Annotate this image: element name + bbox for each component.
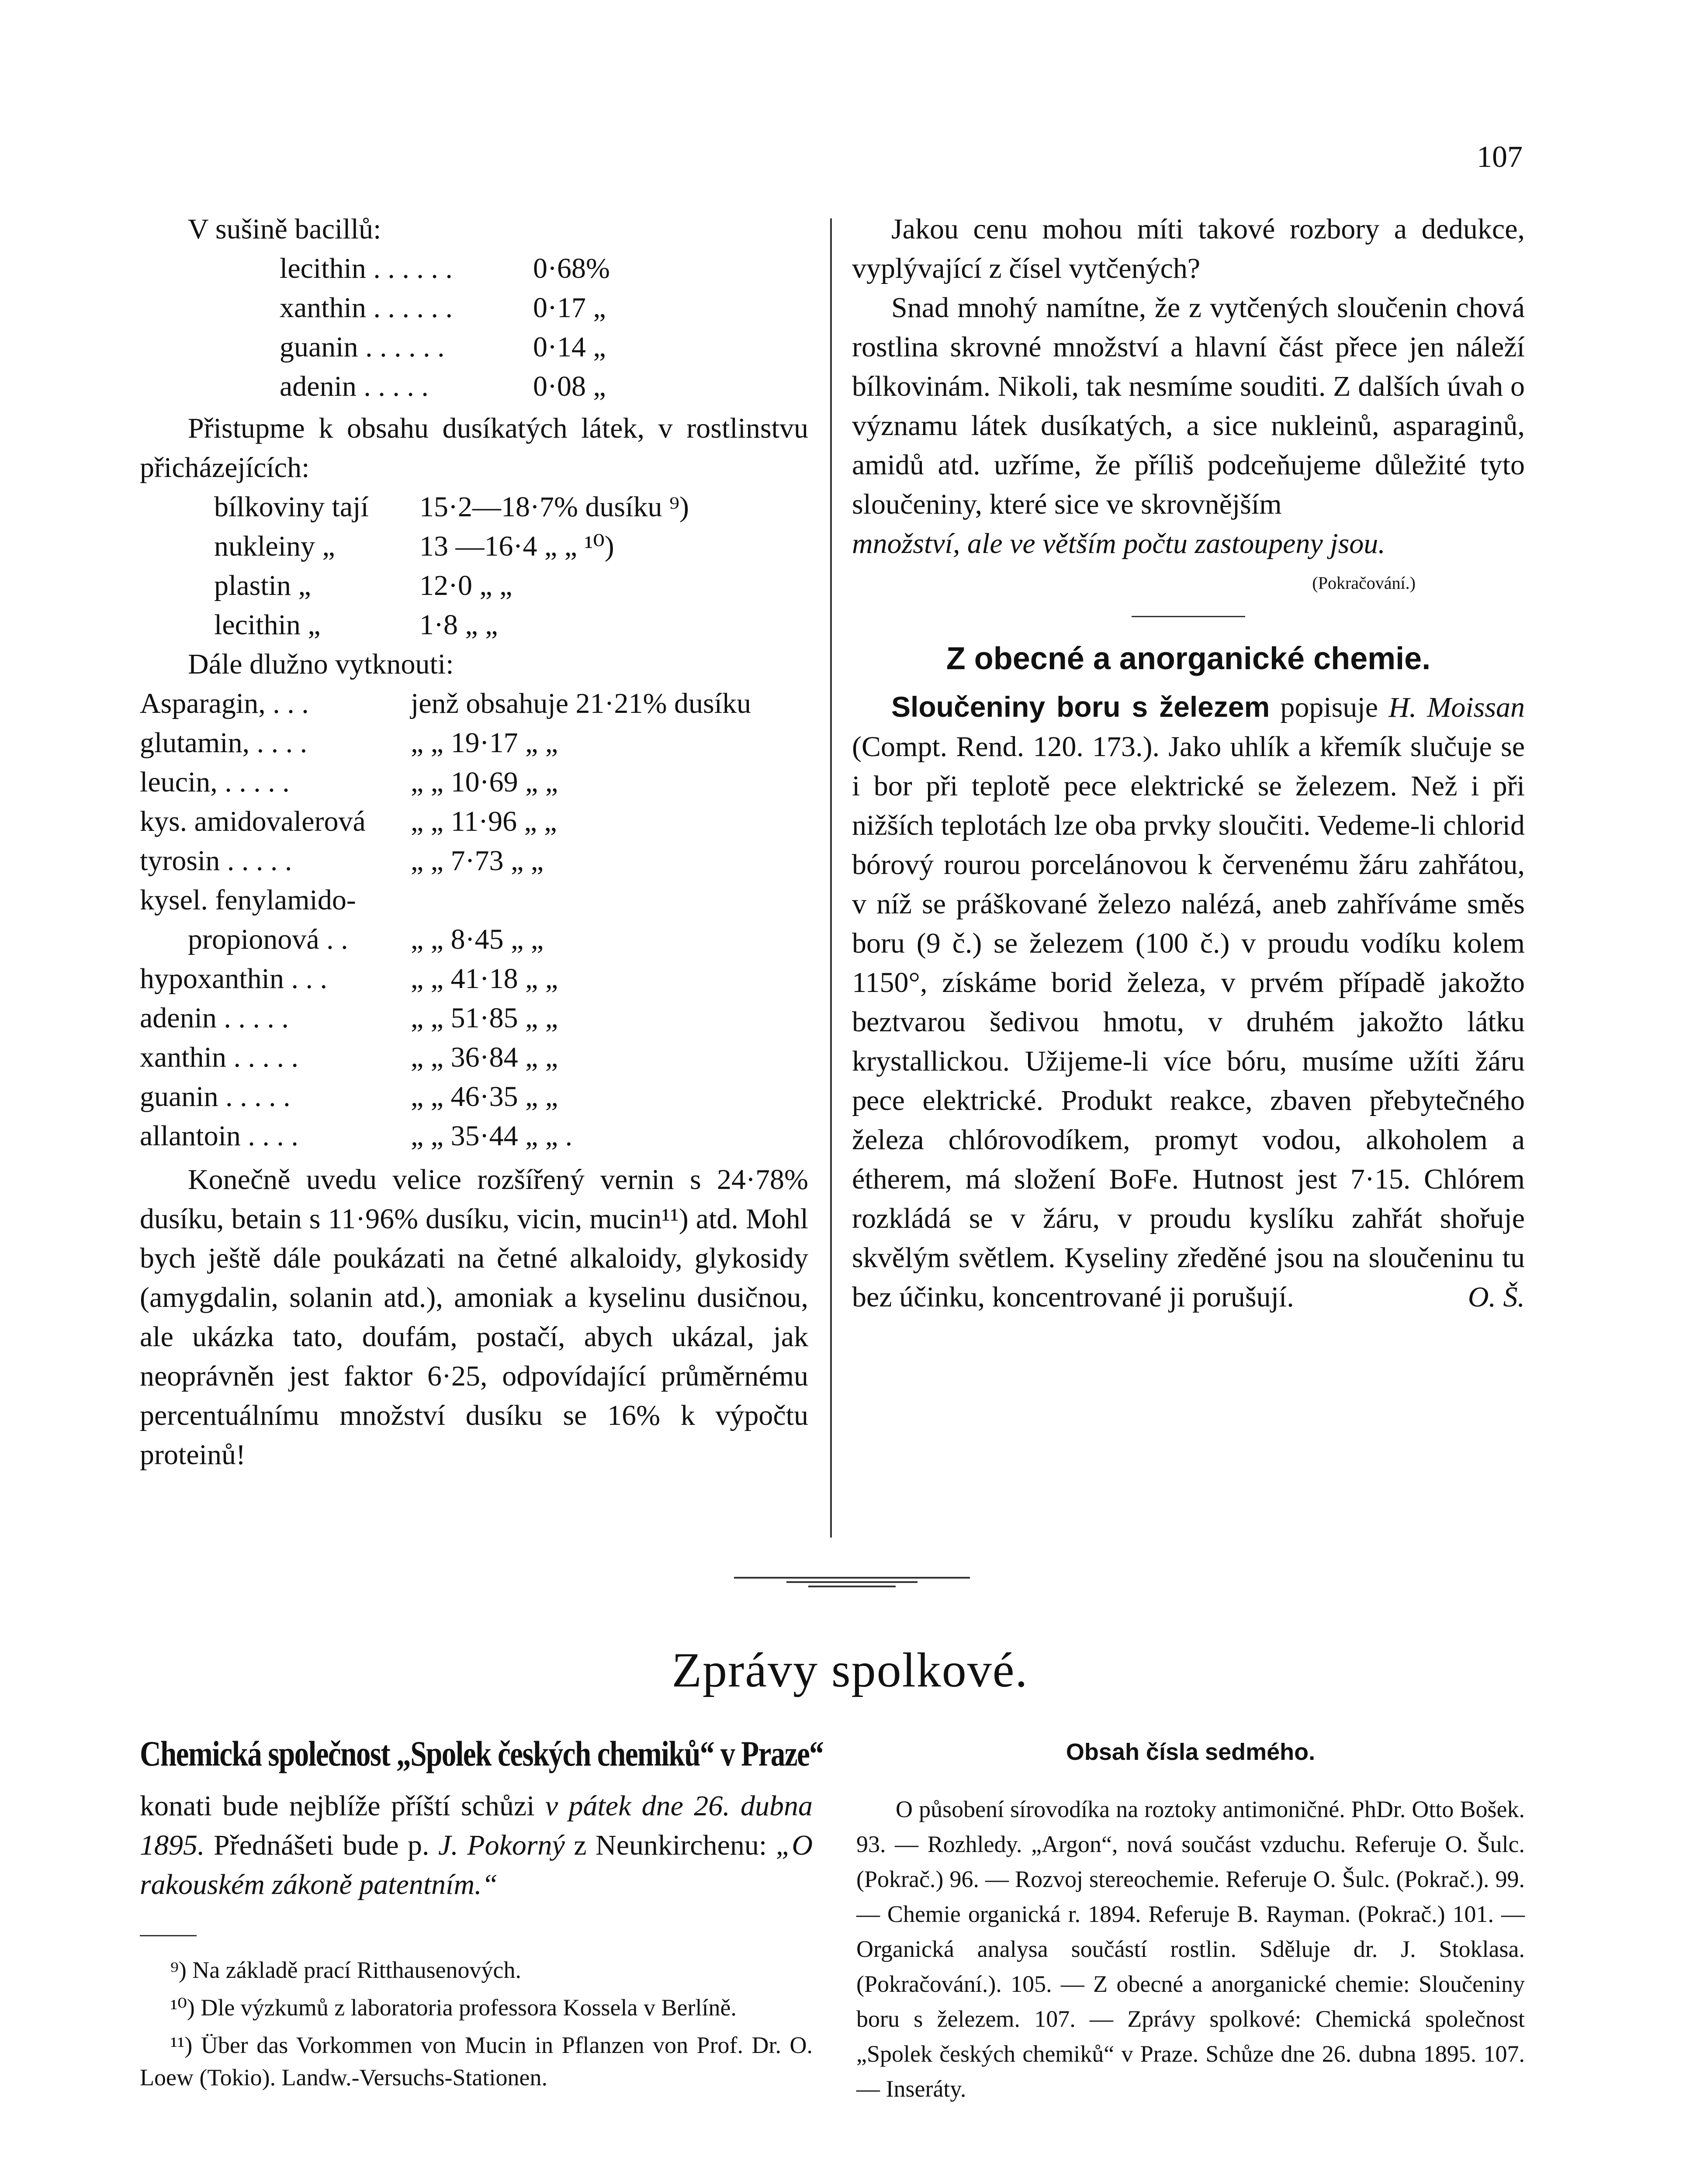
compound-list	[140, 684, 808, 1156]
footnote-10: ¹⁰) Dle výzkumů z laboratoria professora Kossela v Berlíně.	[170, 1994, 737, 2021]
bacilli-name: xanthin . . . . . .	[280, 292, 453, 324]
note-further: Dále dlužno vytknouti:	[188, 648, 454, 680]
plant-value: 13 —16·4 „ „ ¹⁰)	[419, 530, 614, 562]
bacilli-value: 0·17 „	[533, 292, 606, 324]
article-citation: (Compt. Rend. 120. 173.).	[852, 731, 1160, 763]
news-title: Zprávy spolkové.	[672, 1643, 1028, 1697]
paragraph-argument: Snad mnohý namítne, že z vytčených sloučenin chová rostlina skrovné množství a hlavní část přece jen náleží bílkovinám. Nikoli, tak nesmíme souditi. Z dalších úvah o významu látek dusíkatých, a sice nukleinů, asparaginů, amidů atd. uzříme, že příliš podceňujeme důležité tyto sloučeniny, které sice ve skrovnějším	[852, 292, 1525, 520]
bacilli-name: lecithin . . . . . .	[280, 252, 453, 284]
plant-name: nukleiny „	[214, 530, 335, 562]
compound-name: kysel. fenylamido-	[140, 884, 356, 916]
club-heading: Chemická společnost „Spolek českých chemiků“ v Praze“	[140, 1734, 824, 1773]
paragraph-question: Jakou cenu mohou míti takové rozbory a dedukce, vyplývající z čísel vytčených?	[852, 213, 1525, 284]
club-announcement	[140, 1734, 824, 2094]
article-title: Sloučeniny boru s železem	[891, 691, 1270, 723]
club-text-b: Přednášeti bude p.	[213, 1829, 429, 1861]
plant-value: 1·8 „ „	[419, 609, 498, 641]
compound-name: leucin, . . . . .	[140, 766, 290, 798]
bacilli-value: 0·68%	[533, 252, 610, 284]
compound-value: „ „ 35·44 „ „ .	[411, 1120, 573, 1152]
toc-text: O působení sírovodíka na roztoky antimoničné. PhDr. Otto Bošek. 93. — Rozhledy. „Argon“, nová součást vzduchu. Referuje O. Šulc. (Pokrač.) 96. — Rozvoj stereochemie. Referuje O. Šulc. (Pokrač.). 99. — Chemie organická r. 1894. Referuje B. Rayman. (Pokrač.) 101. — Organická analysa součástí rostlin. Sděluje dr. J. Stoklasa. (Pokračování.). 105. — Z obecné a anorganické chemie: Sloučeniny boru s železem. 107. — Zprávy spolkové: Chemická společnost „Spolek českých chemiků“ v Praze. Schůze dne 26. dubna 1895. 107. — Inseráty.	[856, 1796, 1525, 2102]
plant-row	[140, 605, 808, 645]
section-title: Z obecné a anorganické chemie.	[946, 641, 1431, 676]
compound-value: „ „ 11·96 „ „	[411, 805, 557, 837]
bacilli-name: adenin . . . . .	[280, 370, 429, 402]
compound-value: „ „ 19·17 „ „	[411, 727, 558, 759]
compound-row	[140, 881, 808, 920]
club-text	[140, 1787, 813, 1904]
toc-heading: Obsah čísla sedmého.	[1066, 1739, 1316, 1765]
compound-value: „ „ 41·18 „ „	[411, 963, 558, 995]
article-paragraph	[852, 687, 1525, 1317]
continued-note: (Pokračování.)	[1312, 573, 1416, 593]
right-column	[852, 210, 1525, 1317]
table-of-contents	[856, 1738, 1525, 2106]
section-separator	[734, 1577, 970, 1590]
compound-value: „ „ 8·45 „ „	[411, 923, 544, 955]
compound-value: „ „ 7·73 „ „	[411, 845, 544, 877]
compound-value: „ „ 51·85 „ „	[411, 1002, 558, 1034]
compound-row	[140, 1038, 808, 1077]
compound-value: jenž obsahuje 21·21% dusíku	[411, 688, 751, 719]
bacilli-value: 0·14 „	[533, 331, 606, 363]
compound-value: „ „ 36·84 „ „	[411, 1041, 558, 1073]
compound-name: allantoin . . . .	[140, 1120, 298, 1152]
bacilli-row	[140, 249, 808, 288]
compound-value: „ „ 46·35 „ „	[411, 1081, 558, 1113]
compound-row	[140, 1077, 808, 1116]
paragraph-argument-end: množství, ale ve větším počtu zastoupeny jsou.	[852, 528, 1385, 560]
article-intro: popisuje	[1280, 691, 1378, 723]
compound-name: tyrosin . . . . .	[140, 845, 292, 877]
bacilli-row	[140, 367, 808, 406]
plant-row	[140, 527, 808, 566]
article-signature: O. Š.	[1468, 1281, 1525, 1313]
bacilli-list	[140, 249, 808, 406]
bacilli-row	[140, 288, 808, 328]
compound-name: propionová . .	[188, 923, 348, 955]
plant-name: bílkoviny tají	[214, 491, 369, 523]
footnote-rule	[140, 1935, 197, 1936]
club-text-a: konati bude nejblíže příští schůzi	[140, 1790, 535, 1822]
compound-row	[140, 802, 808, 841]
club-speaker: J. Pokorný	[438, 1829, 565, 1861]
compound-name: glutamin, . . . .	[140, 727, 308, 759]
compound-row	[140, 763, 808, 802]
compound-value: „ „ 10·69 „ „	[411, 766, 558, 798]
plant-list	[140, 487, 808, 645]
article-author: H. Moissan	[1388, 691, 1525, 723]
compound-row	[140, 920, 808, 959]
club-text-c: z Neunkirchenu:	[574, 1829, 767, 1861]
club-lecture: „O rakouském zákoně patentním.“	[140, 1829, 813, 1901]
article-body: Jako uhlík a křemík slučuje se i bor při teplotě pece elektrické se železem. Než i při nižších teplotách lze oba prvky sloučiti. Vedeme-li chlorid bórový rourou porcelánovou k červenému žáru zahřátou, v níž se práškované železo nalézá, aneb zahříváme směs boru (9 č.) se železem (100 č.) v proudu vodíku kolem 1150°, získáme borid železa, v prvém případě jakožto beztvarou šedivou hmotu, v druhém jakožto látku krystallickou. Užijeme-li více bóru, musíme užíti žáru pece elektrické. Produkt reakce, zbaven přebytečného železa chlórovodíkem, promyt vodou, alkoholem a étherem, má složení BoFe. Hutnost jest 7·15. Chlórem rozkládá se v žáru, v proudu kyslíku zahřát shořuje skvělým světlem. Kyseliny zředěné jsou na sloučeninu tu bez účinku, koncentrované ji porušují.	[852, 731, 1525, 1313]
paragraph-conclusion: Konečně uvedu velice rozšířený vernin s 24·78% dusíku, betain s 11·96% dusíku, vicin, mucin¹¹) atd. Mohl bych ještě dále poukázati na četné alkaloidy, glykosidy (amygdalin, solanin atd.), amoniak a kyselinu dusičnou, ale ukázka tato, doufám, postačí, abych ukázal, jak neoprávněn jest faktor 6·25, odpovídající průměrnému percentuálnímu množství dusíku se 16% k výpočtu proteinů!	[140, 1164, 808, 1471]
compound-row	[140, 723, 808, 763]
left-column	[140, 210, 808, 1475]
club-date: v pátek dne 26. dubna 1895.	[140, 1790, 813, 1861]
compound-row	[140, 959, 808, 999]
compound-row	[140, 684, 808, 723]
compound-name: guanin . . . . .	[140, 1081, 291, 1113]
plant-row	[140, 487, 808, 527]
column-divider	[830, 218, 832, 1538]
compound-row	[140, 999, 808, 1038]
compound-name: adenin . . . . .	[140, 1002, 289, 1034]
plant-name: plastin „	[214, 570, 311, 601]
plant-row	[140, 566, 808, 605]
compound-name: xanthin . . . . .	[140, 1041, 298, 1073]
bacilli-intro: V sušině bacillů:	[188, 213, 381, 245]
plant-name: lecithin „	[214, 609, 321, 641]
bacilli-value: 0·08 „	[533, 370, 606, 402]
footnote-9: ⁹) Na základě prací Ritthausenových.	[170, 1957, 522, 1983]
short-rule	[1132, 616, 1245, 617]
paragraph-plant-nitrogen: Přistupme k obsahu dusíkatých látek, v rostlinstvu přicházejících:	[140, 412, 808, 484]
footnote-11: ¹¹) Über das Vorkommen von Mucin in Pflanzen von Prof. Dr. O. Loew (Tokio). Landw.-Versuchs-Stationen.	[140, 2032, 813, 2091]
compound-name: kys. amidovalerová	[140, 805, 366, 837]
compound-row	[140, 841, 808, 881]
compound-name: Asparagin, . . .	[140, 688, 309, 719]
bacilli-name: guanin . . . . . .	[280, 331, 445, 363]
compound-row	[140, 1116, 808, 1156]
bacilli-row	[140, 328, 808, 367]
plant-value: 12·0 „ „	[419, 570, 512, 601]
page-number: 107	[1477, 140, 1523, 174]
plant-value: 15·2—18·7% dusíku ⁹)	[419, 491, 689, 523]
compound-name: hypoxanthin . . .	[140, 963, 327, 995]
